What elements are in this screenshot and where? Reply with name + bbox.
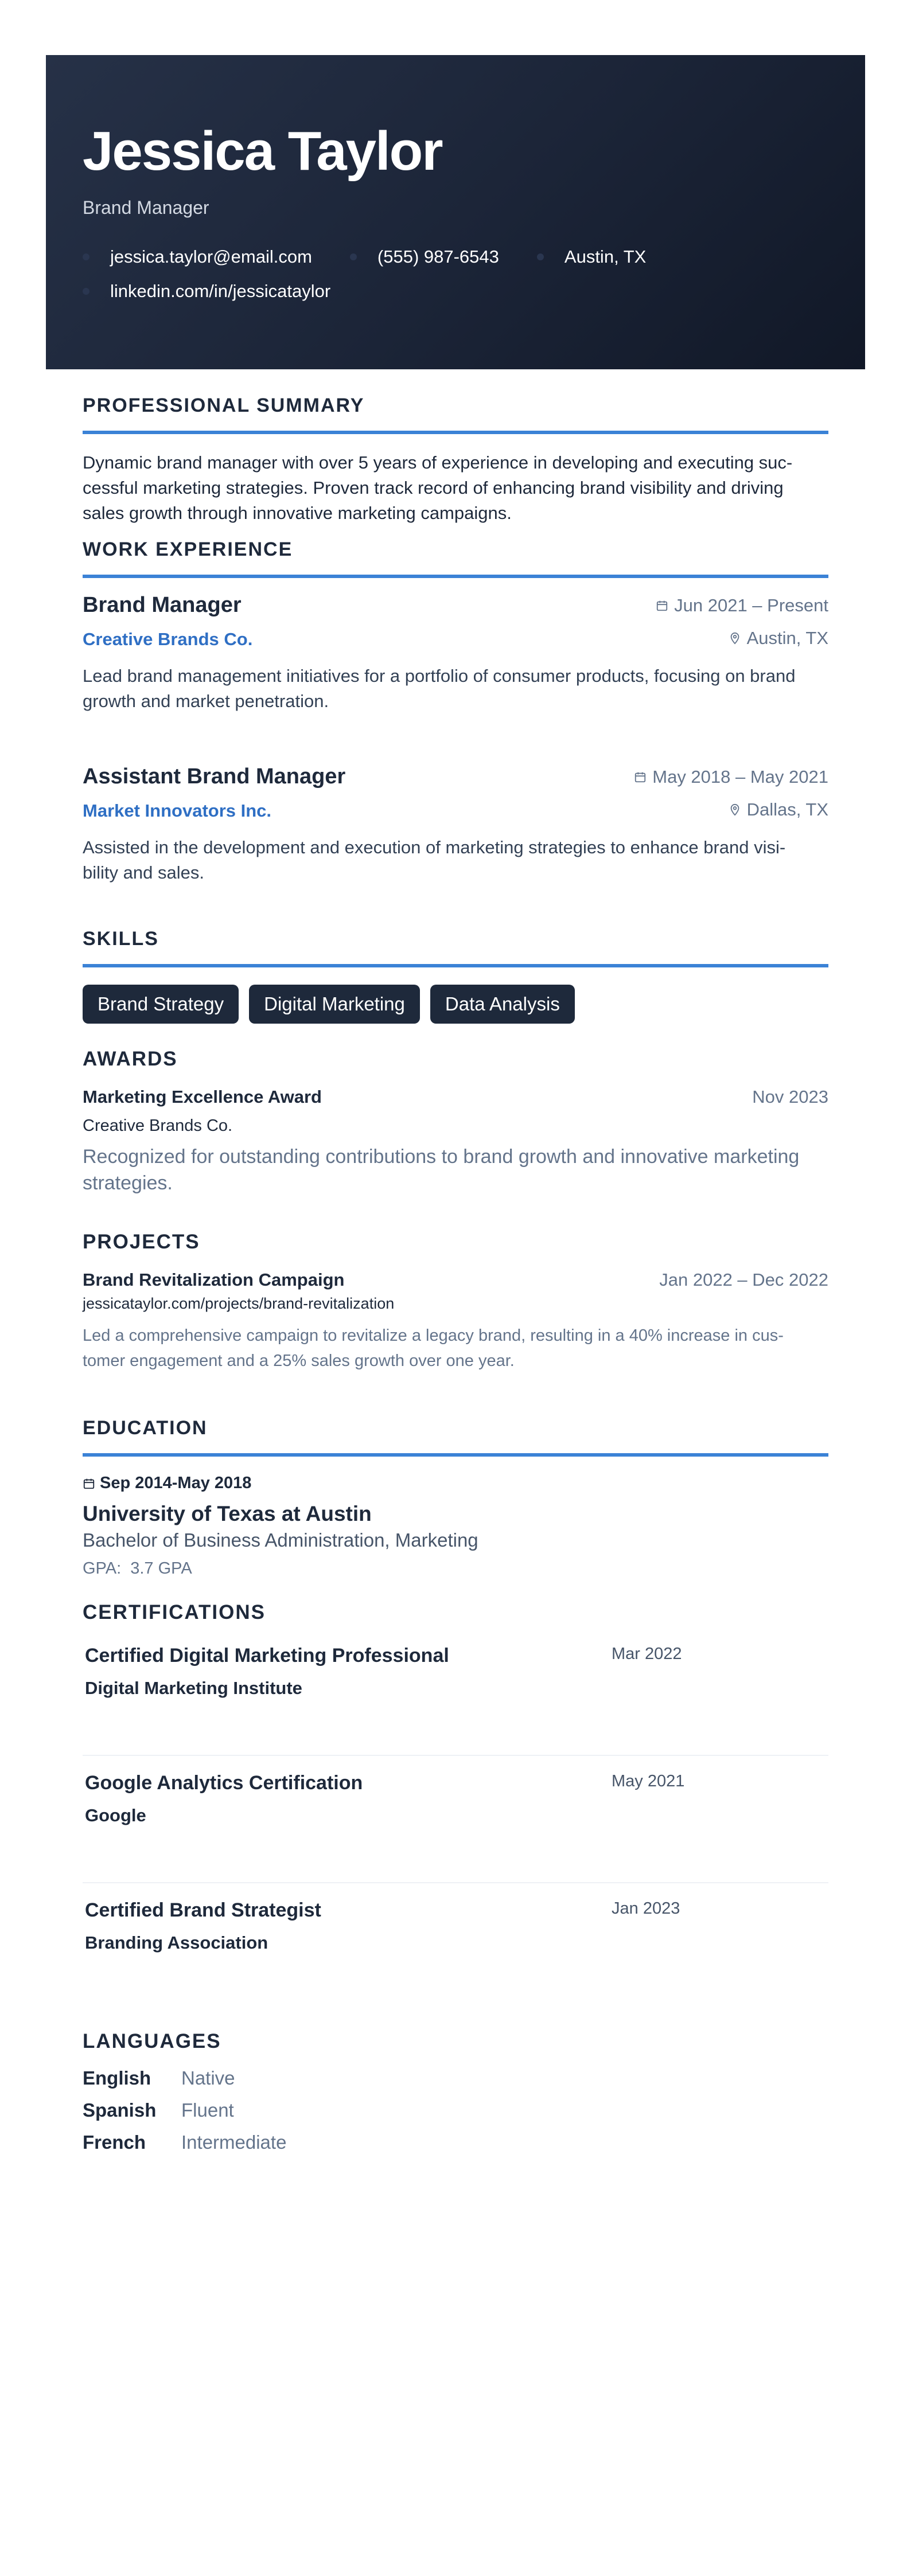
certifications-section <box>83 1601 828 2011</box>
linkedin-text: linkedin.com/in/jessicataylor <box>110 281 331 301</box>
job-subheader <box>83 799 828 821</box>
skills-heading: SKILLS <box>83 928 159 950</box>
job-header <box>83 764 828 789</box>
job-dates <box>634 767 828 787</box>
job-header <box>83 593 828 618</box>
phone-icon <box>350 253 357 260</box>
candidate-title: Brand Manager <box>83 197 209 218</box>
certification-issuer: Branding Association <box>85 1933 268 1953</box>
award-title: Marketing Excellence Award <box>83 1087 322 1107</box>
certification-issuer: Digital Marketing Institute <box>85 1678 302 1698</box>
summary-line: sales growth through innovative marketing campaigns. <box>83 503 512 523</box>
languages-section <box>83 2030 828 2159</box>
language-row <box>83 2062 828 2094</box>
contact-email[interactable] <box>83 246 312 268</box>
award-description-line: Recognized for outstanding contributions to brand growth and innovative marketing <box>83 1146 800 1168</box>
award-description <box>83 1143 828 1196</box>
gpa-label: GPA: <box>83 1559 122 1578</box>
calendar-icon <box>83 1477 95 1490</box>
language-name: English <box>83 2067 151 2089</box>
certification-date: Jan 2023 <box>612 1899 680 1918</box>
certification-entry <box>83 1883 828 2011</box>
skill-chip: Data Analysis <box>430 985 575 1024</box>
job-description-line: Lead brand management initiatives for a portfolio of consumer products, focusing on brand <box>83 666 796 686</box>
education-dates <box>83 1474 828 1493</box>
certification-name: Certified Digital Marketing Professional <box>85 1645 449 1666</box>
project-description <box>83 1323 828 1373</box>
certification-date: Mar 2022 <box>612 1645 682 1663</box>
language-row <box>83 2094 828 2126</box>
job-dates <box>656 595 828 616</box>
contact-phone[interactable] <box>350 246 499 268</box>
gpa-value: 3.7 GPA <box>130 1559 192 1578</box>
resume-header <box>46 55 865 369</box>
summary-heading: PROFESSIONAL SUMMARY <box>83 395 365 416</box>
map-pin-icon <box>729 803 741 817</box>
school-name: University of Texas at Austin <box>83 1502 372 1525</box>
location-text: Austin, TX <box>564 247 647 267</box>
languages-heading: LANGUAGES <box>83 2030 221 2052</box>
gpa <box>83 1559 828 1578</box>
contact-list <box>83 246 714 302</box>
certification-entry <box>83 1756 828 1883</box>
linkedin-icon <box>83 288 89 295</box>
job-location-text: Austin, TX <box>746 628 828 648</box>
project-link[interactable]: jessicataylor.com/projects/brand-revitalization <box>83 1295 395 1312</box>
experience-heading: WORK EXPERIENCE <box>83 538 293 560</box>
award-issuer: Creative Brands Co. <box>83 1117 233 1135</box>
award-description-line: strategies. <box>83 1172 173 1194</box>
language-name: Spanish <box>83 2099 157 2121</box>
awards-section <box>83 1048 828 1196</box>
skills-section <box>83 928 828 1024</box>
summary-line: cessful marketing strategies. Proven track record of enhancing brand visibility and driving <box>83 478 784 498</box>
skill-chip: Brand Strategy <box>83 985 239 1024</box>
projects-section <box>83 1231 828 1373</box>
awards-heading: AWARDS <box>83 1048 178 1070</box>
education-divider <box>83 1453 828 1457</box>
email-icon <box>83 253 89 260</box>
resume-content <box>83 369 828 2159</box>
contact-linkedin[interactable] <box>83 280 330 302</box>
project-dates: Jan 2022 – Dec 2022 <box>659 1270 828 1290</box>
map-pin-icon <box>729 631 741 645</box>
education-dates-text: Sep 2014-May 2018 <box>100 1474 252 1492</box>
certification-name: Certified Brand Strategist <box>85 1899 321 1921</box>
job-dates-text: May 2018 – May 2021 <box>652 767 828 787</box>
location-icon <box>537 253 544 260</box>
summary-divider <box>83 431 828 434</box>
job-description <box>83 835 828 885</box>
project-title: Brand Revitalization Campaign <box>83 1270 345 1290</box>
project-description-line: Led a comprehensive campaign to revitalize a legacy brand, resulting in a 40% increase in cus- <box>83 1326 784 1345</box>
job-title: Assistant Brand Manager <box>83 764 346 789</box>
summary-line: Dynamic brand manager with over 5 years of experience in developing and executing suc- <box>83 452 793 473</box>
company-name: Market Innovators Inc. <box>83 801 272 821</box>
job-subheader <box>83 628 828 650</box>
skills-divider <box>83 964 828 967</box>
certifications-heading: CERTIFICATIONS <box>83 1601 266 1623</box>
job-description <box>83 663 828 714</box>
award-date: Nov 2023 <box>752 1087 828 1107</box>
projects-heading: PROJECTS <box>83 1231 200 1253</box>
degree: Bachelor of Business Administration, Marketing <box>83 1529 478 1551</box>
job-location <box>729 799 828 820</box>
award-entry <box>83 1087 828 1196</box>
certification-issuer: Google <box>85 1805 146 1825</box>
skill-chip: Digital Marketing <box>249 985 420 1024</box>
language-name: French <box>83 2132 146 2153</box>
certification-list <box>83 1629 828 2011</box>
job-entry <box>83 593 828 714</box>
summary-section <box>83 369 828 526</box>
education-heading: EDUCATION <box>83 1417 208 1439</box>
skill-list <box>83 985 828 1024</box>
summary-text <box>83 450 828 526</box>
job-description-line: growth and market penetration. <box>83 691 329 711</box>
calendar-icon <box>634 771 647 783</box>
certification-entry <box>83 1629 828 1756</box>
phone-text: (555) 987-6543 <box>377 247 499 267</box>
job-title: Brand Manager <box>83 593 242 617</box>
certification-date: May 2021 <box>612 1772 685 1790</box>
job-location-text: Dallas, TX <box>746 799 828 819</box>
project-header <box>83 1270 828 1290</box>
language-level: Fluent <box>181 2099 234 2121</box>
calendar-icon <box>656 599 668 612</box>
project-entry <box>83 1270 828 1373</box>
company-name: Creative Brands Co. <box>83 629 253 649</box>
candidate-name: Jessica Taylor <box>83 120 442 182</box>
experience-section <box>83 538 828 885</box>
project-description-line: tomer engagement and a 25% sales growth over one year. <box>83 1352 515 1370</box>
language-level: Intermediate <box>181 2132 287 2153</box>
award-header <box>83 1087 828 1107</box>
education-section <box>83 1417 828 1578</box>
experience-divider <box>83 575 828 578</box>
contact-location <box>537 246 646 268</box>
education-entry <box>83 1474 828 1578</box>
language-level: Native <box>181 2067 235 2089</box>
job-entry <box>83 764 828 885</box>
job-location <box>729 628 828 649</box>
certification-name: Google Analytics Certification <box>85 1772 363 1794</box>
language-list <box>83 2062 828 2159</box>
job-description-line: bility and sales. <box>83 862 204 883</box>
job-description-line: Assisted in the development and execution of marketing strategies to enhance brand visi- <box>83 837 786 857</box>
email-text: jessica.taylor@email.com <box>110 247 312 267</box>
job-dates-text: Jun 2021 – Present <box>674 595 828 615</box>
language-row <box>83 2126 828 2159</box>
